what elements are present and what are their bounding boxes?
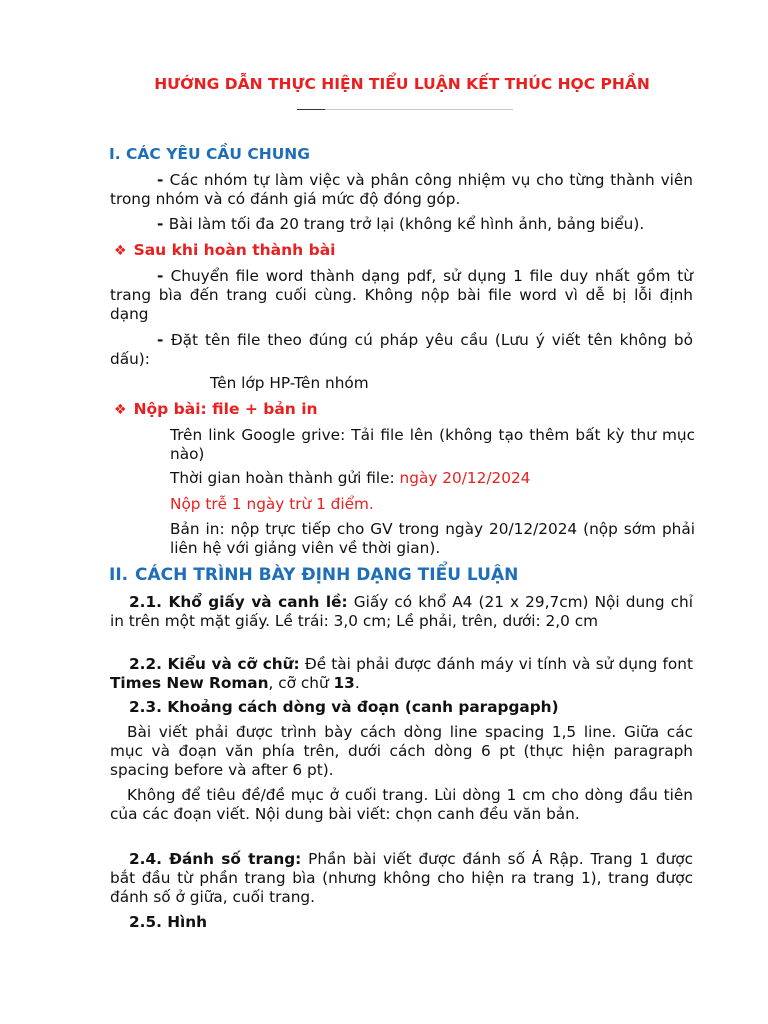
section-2-2-text-2: , cỡ chữ bbox=[268, 674, 334, 692]
after-completion-item-1 bbox=[110, 267, 693, 324]
section-2-2-text: Đề tài phải được đánh máy vi tính và sử dụng font bbox=[299, 655, 693, 673]
after-completion-item-2-text: Đặt tên file theo đúng cú pháp yêu cầu (Lưu ý viết tên không bỏ dấu): bbox=[110, 331, 693, 368]
section-2-heading-text: CÁCH TRÌNH BÀY ĐỊNH DẠNG TIỂU LUẬN bbox=[135, 565, 519, 585]
font-size: 13 bbox=[333, 674, 355, 692]
section-2-2-text-3: . bbox=[354, 674, 360, 692]
diamond-bullet-icon: ❖ bbox=[114, 243, 127, 259]
dash-bullet: - bbox=[157, 215, 169, 233]
section-2-1 bbox=[110, 593, 693, 631]
deadline-date: ngày 20/12/2024 bbox=[399, 469, 531, 487]
section-2-2 bbox=[110, 655, 693, 693]
section-1-item-1 bbox=[110, 171, 693, 209]
late-penalty: Nộp trễ 1 ngày trừ 1 điểm. bbox=[170, 495, 374, 513]
section-1-item-2 bbox=[110, 215, 693, 234]
section-2-1-label: 2.1. Khổ giấy và canh lề: bbox=[129, 593, 348, 611]
subsection-after-completion-heading: Sau khi hoàn thành bài bbox=[133, 241, 336, 259]
dash-bullet: - bbox=[157, 331, 171, 349]
after-completion-item-1-text: Chuyển file word thành dạng pdf, sử dụng 1 file duy nhất gồm từ trang bìa đến trang cuối cùng. Không nộp bài file word vì dễ bị lỗi định dạng bbox=[110, 267, 693, 323]
dash-bullet: - bbox=[157, 171, 170, 189]
title-underline bbox=[297, 109, 513, 110]
dash-bullet: - bbox=[157, 267, 171, 285]
section-2-5-label: 2.5. Hình bbox=[129, 913, 208, 931]
section-2-2-label: 2.2. Kiểu và cỡ chữ: bbox=[129, 655, 300, 673]
deadline-label: Thời gian hoàn thành gửi file: bbox=[170, 469, 400, 487]
document-title: HƯỚNG DẪN THỰC HIỆN TIỂU LUẬN KẾT THÚC HỌC PHẦN bbox=[154, 75, 650, 93]
file-name-format: Tên lớp HP-Tên nhóm bbox=[210, 374, 369, 392]
section-2-5-heading bbox=[110, 913, 693, 932]
submission-line-1: Trên link Google grive: Tải file lên (không tạo thêm bất kỳ thư mục nào) bbox=[170, 426, 695, 463]
section-1-heading: I. CÁC YÊU CẦU CHUNG bbox=[109, 145, 310, 163]
section-2-4-label: 2.4. Đánh số trang: bbox=[129, 850, 302, 868]
section-2-3-heading bbox=[110, 698, 693, 717]
section-2-3-label: 2.3. Khoảng cách dòng và đoạn (canh parapgaph) bbox=[129, 698, 559, 716]
font-name: Times New Roman bbox=[110, 674, 269, 692]
section-2-3-paragraph-1: Bài viết phải được trình bày cách dòng line spacing 1,5 line. Giữa các mục và đoạn văn phía trên, dưới cách dòng 6 pt (thực hiện paragraph spacing before và after 6 pt). bbox=[110, 723, 693, 779]
section-2-4-text: Phần bài viết được đánh số Á Rập. Trang 1 được bắt đầu từ phần trang bìa (nhưng không cho hiện ra trang 1), trang được đánh số ở giữa, cuối trang. bbox=[110, 850, 693, 906]
section-2-number: II. bbox=[109, 565, 129, 585]
after-completion-item-2 bbox=[110, 331, 693, 369]
diamond-bullet-icon: ❖ bbox=[114, 402, 127, 418]
section-1-item-2-text: Bài làm tối đa 20 trang trở lại (không kể hình ảnh, bảng biểu). bbox=[168, 215, 645, 233]
section-2-1-text: Giấy có khổ A4 (21 x 29,7cm) Nội dung chỉ in trên một mặt giấy. Lề trái: 3,0 cm; Lề phải, trên, dưới: 2,0 cm bbox=[110, 593, 693, 630]
subsection-submission-heading: Nộp bài: file + bản in bbox=[133, 400, 318, 418]
submission-line-2 bbox=[170, 469, 695, 488]
subsection-submission bbox=[114, 400, 318, 418]
section-2-4 bbox=[110, 850, 693, 907]
section-2-heading bbox=[109, 565, 518, 585]
section-2-3-paragraph-2: Không để tiêu đề/đề mục ở cuối trang. Lùi dòng 1 cm cho dòng đầu tiên của các đoạn viết. Nội dung bài viết: chọn canh đều văn bản. bbox=[110, 786, 693, 823]
subsection-after-completion bbox=[114, 241, 335, 259]
printed-copy-note: Bản in: nộp trực tiếp cho GV trong ngày 20/12/2024 (nộp sớm phải liên hệ với giảng viên về thời gian). bbox=[170, 520, 695, 557]
section-1-item-1-text: Các nhóm tự làm việc và phân công nhiệm vụ cho từng thành viên trong nhóm và có đánh giá mức độ đóng góp. bbox=[110, 171, 693, 208]
